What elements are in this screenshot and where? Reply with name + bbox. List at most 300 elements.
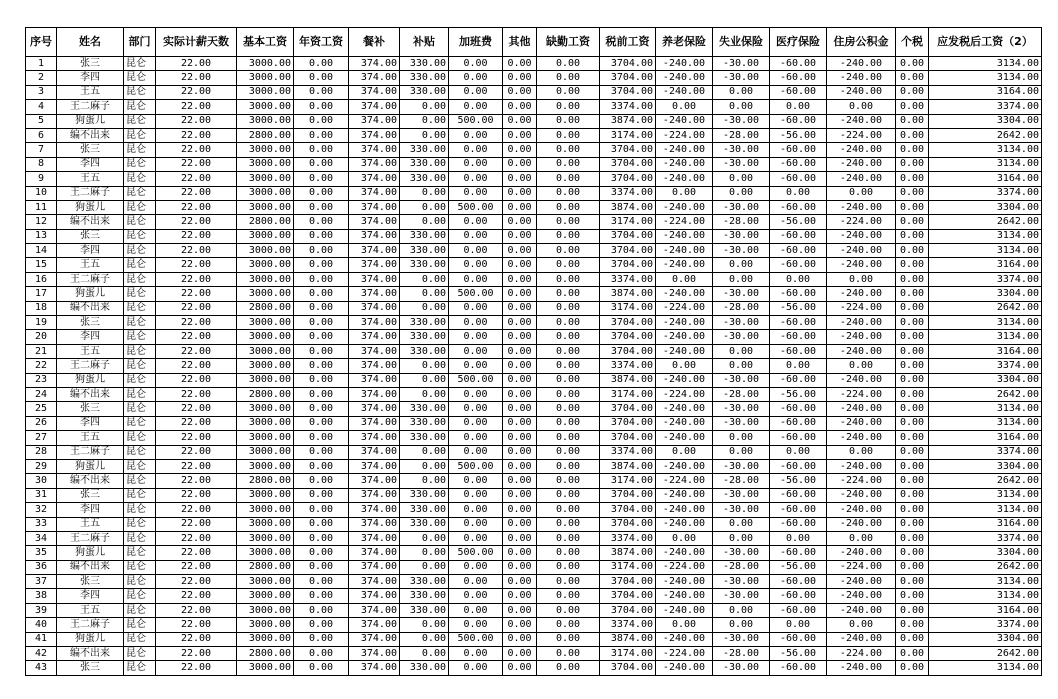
table-cell[interactable]: 0.00 [656,618,713,632]
table-cell[interactable]: 昆仑 [124,575,156,589]
table-cell[interactable]: -240.00 [827,71,896,85]
table-cell[interactable]: 2800.00 [237,215,294,229]
table-cell[interactable]: 374.00 [349,157,400,171]
table-cell[interactable]: 0.00 [449,603,503,617]
table-cell[interactable]: 3304.00 [929,200,1042,214]
table-cell[interactable]: 0.00 [896,287,929,301]
table-cell[interactable]: 昆仑 [124,459,156,473]
table-cell[interactable]: 374.00 [349,272,400,286]
table-cell[interactable]: 0.00 [896,244,929,258]
table-cell[interactable]: 22.00 [156,186,237,200]
table-cell[interactable]: 昆仑 [124,229,156,243]
table-cell[interactable]: 374.00 [349,546,400,560]
table-cell[interactable]: -240.00 [656,316,713,330]
table-cell[interactable]: -240.00 [827,503,896,517]
table-cell[interactable]: 3000.00 [237,402,294,416]
table-cell[interactable]: 3164.00 [929,603,1042,617]
table-cell[interactable]: 2642.00 [929,387,1042,401]
table-cell[interactable]: 0.00 [503,647,537,661]
table-cell[interactable]: 编不出来 [57,215,124,229]
table-cell[interactable]: 3134.00 [929,416,1042,430]
table-cell[interactable]: 0.00 [449,344,503,358]
table-cell[interactable]: 0.00 [896,359,929,373]
table-cell[interactable]: 0.00 [537,330,600,344]
table-cell[interactable]: -240.00 [656,503,713,517]
table-cell[interactable]: 3374.00 [929,618,1042,632]
table-cell[interactable]: 昆仑 [124,488,156,502]
table-cell[interactable]: 17 [26,287,57,301]
table-cell[interactable]: 0.00 [537,85,600,99]
table-cell[interactable]: -240.00 [656,402,713,416]
table-cell[interactable]: 330.00 [400,575,449,589]
table-cell[interactable]: 22.00 [156,503,237,517]
table-cell[interactable]: 3000.00 [237,416,294,430]
table-cell[interactable]: 3704.00 [600,488,656,502]
table-cell[interactable]: 0.00 [656,186,713,200]
table-cell[interactable]: 0.00 [294,661,349,675]
table-cell[interactable]: 3000.00 [237,488,294,502]
table-cell[interactable]: 0.00 [537,244,600,258]
table-cell[interactable]: 3000.00 [237,258,294,272]
table-cell[interactable]: 0.00 [503,387,537,401]
header-other[interactable]: 其他 [503,28,537,57]
table-cell[interactable]: 0.00 [503,186,537,200]
table-cell[interactable]: 3164.00 [929,431,1042,445]
table-cell[interactable]: -224.00 [656,128,713,142]
table-cell[interactable]: 昆仑 [124,416,156,430]
table-cell[interactable]: -30.00 [713,416,770,430]
table-cell[interactable]: 0.00 [896,531,929,545]
table-cell[interactable]: 3704.00 [600,172,656,186]
table-cell[interactable]: 0.00 [294,330,349,344]
table-cell[interactable]: 0.00 [713,272,770,286]
table-cell[interactable]: -240.00 [656,632,713,646]
table-cell[interactable]: 374.00 [349,143,400,157]
table-cell[interactable]: 0.00 [537,186,600,200]
table-cell[interactable]: 张三 [57,57,124,71]
table-cell[interactable]: 0.00 [503,589,537,603]
table-cell[interactable]: 0.00 [449,143,503,157]
table-cell[interactable]: 3374.00 [929,272,1042,286]
table-cell[interactable]: 3704.00 [600,71,656,85]
table-cell[interactable]: 昆仑 [124,114,156,128]
table-cell[interactable]: 3000.00 [237,618,294,632]
table-cell[interactable]: 0.00 [537,200,600,214]
table-cell[interactable]: 0.00 [713,100,770,114]
table-cell[interactable]: 0.00 [294,647,349,661]
table-cell[interactable]: 30 [26,474,57,488]
table-cell[interactable]: 昆仑 [124,603,156,617]
table-cell[interactable]: -56.00 [770,301,827,315]
table-cell[interactable]: 王二麻子 [57,100,124,114]
table-cell[interactable]: 3874.00 [600,200,656,214]
table-cell[interactable]: 0.00 [713,258,770,272]
table-cell[interactable]: -224.00 [656,560,713,574]
table-cell[interactable]: 0.00 [656,531,713,545]
table-cell[interactable]: 3000.00 [237,575,294,589]
table-cell[interactable]: -30.00 [713,71,770,85]
table-cell[interactable]: 0.00 [294,503,349,517]
table-cell[interactable]: 3374.00 [929,186,1042,200]
table-cell[interactable]: 昆仑 [124,647,156,661]
table-cell[interactable]: 昆仑 [124,57,156,71]
table-cell[interactable]: 3000.00 [237,373,294,387]
table-cell[interactable]: 0.00 [896,517,929,531]
table-cell[interactable]: 0.00 [449,85,503,99]
table-cell[interactable]: 昆仑 [124,431,156,445]
table-cell[interactable]: 22.00 [156,632,237,646]
table-cell[interactable]: 374.00 [349,575,400,589]
table-cell[interactable]: 0.00 [503,172,537,186]
table-cell[interactable]: -30.00 [713,157,770,171]
table-cell[interactable]: 22.00 [156,258,237,272]
table-cell[interactable]: 0.00 [713,359,770,373]
table-cell[interactable]: 王二麻子 [57,186,124,200]
table-cell[interactable]: 0.00 [294,560,349,574]
table-cell[interactable]: 2642.00 [929,128,1042,142]
table-cell[interactable]: 374.00 [349,114,400,128]
table-cell[interactable]: 22.00 [156,517,237,531]
table-cell[interactable]: -60.00 [770,459,827,473]
table-cell[interactable]: 22.00 [156,647,237,661]
table-cell[interactable]: 0.00 [896,387,929,401]
table-cell[interactable]: 0.00 [400,373,449,387]
table-cell[interactable]: 0.00 [537,359,600,373]
table-cell[interactable]: 500.00 [449,287,503,301]
table-cell[interactable]: 0.00 [400,459,449,473]
table-cell[interactable]: -60.00 [770,287,827,301]
table-cell[interactable]: -240.00 [827,114,896,128]
table-cell[interactable]: 3134.00 [929,244,1042,258]
table-cell[interactable]: 0.00 [449,272,503,286]
table-cell[interactable]: 昆仑 [124,186,156,200]
table-cell[interactable]: 3704.00 [600,143,656,157]
table-cell[interactable]: 29 [26,459,57,473]
table-cell[interactable]: 2800.00 [237,560,294,574]
table-cell[interactable]: 3000.00 [237,589,294,603]
table-cell[interactable]: -240.00 [827,632,896,646]
table-cell[interactable]: -224.00 [656,647,713,661]
table-cell[interactable]: -240.00 [656,603,713,617]
table-cell[interactable]: 330.00 [400,589,449,603]
table-cell[interactable]: 374.00 [349,229,400,243]
header-meal-allowance[interactable]: 餐补 [349,28,400,57]
table-cell[interactable]: -240.00 [827,143,896,157]
table-cell[interactable]: -240.00 [656,287,713,301]
table-cell[interactable]: 王二麻子 [57,445,124,459]
table-cell[interactable]: 李四 [57,416,124,430]
table-cell[interactable]: 374.00 [349,244,400,258]
table-cell[interactable]: 0.00 [896,445,929,459]
table-cell[interactable]: 0.00 [537,344,600,358]
table-cell[interactable]: -240.00 [827,330,896,344]
table-cell[interactable]: 2800.00 [237,647,294,661]
header-seniority-pay[interactable]: 年资工资 [294,28,349,57]
table-cell[interactable]: 李四 [57,330,124,344]
table-cell[interactable]: 22.00 [156,373,237,387]
table-cell[interactable]: -28.00 [713,560,770,574]
table-cell[interactable]: 330.00 [400,416,449,430]
header-pension[interactable]: 养老保险 [656,28,713,57]
table-cell[interactable]: 22.00 [156,287,237,301]
table-cell[interactable]: 昆仑 [124,316,156,330]
table-cell[interactable]: 24 [26,387,57,401]
table-cell[interactable]: 0.00 [537,316,600,330]
table-cell[interactable]: 22.00 [156,215,237,229]
table-cell[interactable]: 3134.00 [929,157,1042,171]
table-cell[interactable]: -56.00 [770,560,827,574]
table-cell[interactable]: 5 [26,114,57,128]
table-cell[interactable]: 374.00 [349,373,400,387]
table-cell[interactable]: 0.00 [449,157,503,171]
table-cell[interactable]: 22.00 [156,488,237,502]
table-cell[interactable]: 0.00 [537,71,600,85]
table-cell[interactable]: 330.00 [400,85,449,99]
table-cell[interactable]: 374.00 [349,301,400,315]
table-cell[interactable]: -240.00 [656,373,713,387]
table-cell[interactable]: -56.00 [770,215,827,229]
table-cell[interactable]: 0.00 [449,244,503,258]
table-cell[interactable]: 0.00 [294,488,349,502]
table-cell[interactable]: 0.00 [294,474,349,488]
table-cell[interactable]: 3000.00 [237,359,294,373]
table-cell[interactable]: 374.00 [349,661,400,675]
table-cell[interactable]: 3304.00 [929,373,1042,387]
table-cell[interactable]: 37 [26,575,57,589]
table-cell[interactable]: 0.00 [503,445,537,459]
table-cell[interactable]: 0.00 [449,301,503,315]
table-cell[interactable]: 22.00 [156,100,237,114]
table-cell[interactable]: -60.00 [770,402,827,416]
table-cell[interactable]: 3000.00 [237,85,294,99]
table-cell[interactable]: 王五 [57,258,124,272]
table-cell[interactable]: 22.00 [156,560,237,574]
table-cell[interactable]: -28.00 [713,647,770,661]
table-cell[interactable]: 3704.00 [600,57,656,71]
table-cell[interactable]: 0.00 [896,560,929,574]
table-cell[interactable]: 500.00 [449,200,503,214]
table-cell[interactable]: 22.00 [156,301,237,315]
table-cell[interactable]: 0.00 [896,143,929,157]
table-cell[interactable]: -30.00 [713,229,770,243]
table-cell[interactable]: 43 [26,661,57,675]
header-index[interactable]: 序号 [26,28,57,57]
table-cell[interactable]: 编不出来 [57,560,124,574]
table-cell[interactable]: 22.00 [156,603,237,617]
table-cell[interactable]: 374.00 [349,445,400,459]
table-cell[interactable]: 7 [26,143,57,157]
table-cell[interactable]: 0.00 [503,503,537,517]
table-cell[interactable]: 0.00 [896,172,929,186]
table-cell[interactable]: 32 [26,503,57,517]
table-cell[interactable]: 0.00 [537,143,600,157]
table-cell[interactable]: 3134.00 [929,316,1042,330]
table-cell[interactable]: 35 [26,546,57,560]
table-cell[interactable]: 22.00 [156,402,237,416]
table-cell[interactable]: 0.00 [294,85,349,99]
table-cell[interactable]: 0.00 [827,272,896,286]
table-cell[interactable]: 21 [26,344,57,358]
table-cell[interactable]: -60.00 [770,316,827,330]
table-cell[interactable]: 0.00 [503,244,537,258]
table-cell[interactable]: 374.00 [349,603,400,617]
table-cell[interactable]: 0.00 [713,85,770,99]
table-cell[interactable]: 22.00 [156,71,237,85]
header-overtime[interactable]: 加班费 [449,28,503,57]
table-cell[interactable]: 昆仑 [124,618,156,632]
table-cell[interactable]: 0.00 [537,503,600,517]
table-cell[interactable]: -240.00 [827,373,896,387]
table-cell[interactable]: 374.00 [349,589,400,603]
table-cell[interactable]: 编不出来 [57,474,124,488]
table-cell[interactable]: -60.00 [770,157,827,171]
table-cell[interactable]: -240.00 [656,157,713,171]
table-cell[interactable]: 张三 [57,143,124,157]
table-cell[interactable]: 0.00 [503,143,537,157]
table-cell[interactable]: 0.00 [537,387,600,401]
table-cell[interactable]: -30.00 [713,632,770,646]
table-cell[interactable]: 0.00 [537,603,600,617]
table-cell[interactable]: -30.00 [713,546,770,560]
table-cell[interactable]: 0.00 [896,57,929,71]
table-cell[interactable]: 22.00 [156,330,237,344]
table-cell[interactable]: -224.00 [827,128,896,142]
table-cell[interactable]: 3164.00 [929,172,1042,186]
table-cell[interactable]: 0.00 [827,100,896,114]
table-cell[interactable]: -240.00 [656,661,713,675]
table-cell[interactable]: 0.00 [827,531,896,545]
table-cell[interactable]: 0.00 [537,57,600,71]
table-cell[interactable]: 0.00 [449,575,503,589]
table-cell[interactable]: 374.00 [349,387,400,401]
table-cell[interactable]: 374.00 [349,560,400,574]
table-cell[interactable]: 22.00 [156,143,237,157]
table-cell[interactable]: 3374.00 [600,531,656,545]
table-cell[interactable]: -30.00 [713,488,770,502]
table-cell[interactable]: 31 [26,488,57,502]
table-cell[interactable]: -240.00 [827,546,896,560]
table-cell[interactable]: 0.00 [449,402,503,416]
table-cell[interactable]: 22.00 [156,661,237,675]
table-cell[interactable]: 374.00 [349,474,400,488]
table-cell[interactable]: 22.00 [156,114,237,128]
table-cell[interactable]: 0.00 [503,114,537,128]
table-cell[interactable]: 374.00 [349,531,400,545]
table-cell[interactable]: 张三 [57,316,124,330]
table-cell[interactable]: 昆仑 [124,172,156,186]
table-cell[interactable]: 22.00 [156,359,237,373]
table-cell[interactable]: 0.00 [827,618,896,632]
table-cell[interactable]: 374.00 [349,459,400,473]
table-cell[interactable]: 3000.00 [237,143,294,157]
table-cell[interactable]: 0.00 [537,114,600,128]
table-cell[interactable]: -60.00 [770,143,827,157]
table-cell[interactable]: 3174.00 [600,474,656,488]
table-cell[interactable]: 0.00 [449,57,503,71]
table-cell[interactable]: 王五 [57,172,124,186]
table-cell[interactable]: 0.00 [503,661,537,675]
header-net-salary[interactable]: 应发税后工资（2） [929,28,1042,57]
table-cell[interactable]: 狗蛋儿 [57,459,124,473]
table-cell[interactable]: 0.00 [294,359,349,373]
table-cell[interactable]: 0.00 [294,416,349,430]
table-cell[interactable]: 0.00 [713,186,770,200]
table-cell[interactable]: 0.00 [294,618,349,632]
table-cell[interactable]: 3164.00 [929,85,1042,99]
table-cell[interactable]: 0.00 [449,71,503,85]
table-cell[interactable]: -30.00 [713,330,770,344]
table-cell[interactable]: 374.00 [349,215,400,229]
header-medical[interactable]: 医疗保险 [770,28,827,57]
table-cell[interactable]: 28 [26,445,57,459]
table-cell[interactable]: 0.00 [537,215,600,229]
table-cell[interactable]: 3874.00 [600,459,656,473]
table-cell[interactable]: 374.00 [349,344,400,358]
table-cell[interactable]: -60.00 [770,589,827,603]
table-cell[interactable]: -60.00 [770,172,827,186]
table-cell[interactable]: 22.00 [156,316,237,330]
table-cell[interactable]: 0.00 [656,272,713,286]
table-cell[interactable]: 0.00 [770,531,827,545]
table-cell[interactable]: 0.00 [656,359,713,373]
table-cell[interactable]: 374.00 [349,200,400,214]
table-cell[interactable]: 0.00 [537,128,600,142]
table-cell[interactable]: 3000.00 [237,287,294,301]
table-cell[interactable]: 昆仑 [124,661,156,675]
table-cell[interactable]: 36 [26,560,57,574]
table-cell[interactable]: 34 [26,531,57,545]
table-cell[interactable]: 3000.00 [237,459,294,473]
table-cell[interactable]: 3304.00 [929,632,1042,646]
table-cell[interactable]: 0.00 [400,474,449,488]
table-cell[interactable]: -30.00 [713,57,770,71]
table-cell[interactable]: 3704.00 [600,589,656,603]
table-cell[interactable]: 0.00 [449,100,503,114]
table-cell[interactable]: 王五 [57,603,124,617]
table-cell[interactable]: 0.00 [827,359,896,373]
table-cell[interactable]: -60.00 [770,85,827,99]
table-cell[interactable]: 500.00 [449,114,503,128]
table-cell[interactable]: 0.00 [294,517,349,531]
table-cell[interactable]: 0.00 [537,258,600,272]
table-cell[interactable]: 李四 [57,157,124,171]
table-cell[interactable]: 0.00 [770,186,827,200]
table-cell[interactable]: 0.00 [537,431,600,445]
table-cell[interactable]: 昆仑 [124,589,156,603]
table-cell[interactable]: 3704.00 [600,416,656,430]
table-cell[interactable]: 374.00 [349,632,400,646]
table-cell[interactable]: 0.00 [770,445,827,459]
table-cell[interactable]: -240.00 [827,416,896,430]
table-cell[interactable]: -60.00 [770,71,827,85]
table-cell[interactable]: -30.00 [713,200,770,214]
table-cell[interactable]: 22.00 [156,244,237,258]
table-cell[interactable]: 0.00 [503,301,537,315]
table-cell[interactable]: 0.00 [449,128,503,142]
header-pretax-salary[interactable]: 税前工资 [600,28,656,57]
table-cell[interactable]: -240.00 [827,229,896,243]
table-cell[interactable]: 昆仑 [124,359,156,373]
table-cell[interactable]: -240.00 [827,589,896,603]
table-cell[interactable]: 3134.00 [929,488,1042,502]
table-cell[interactable]: 昆仑 [124,200,156,214]
table-cell[interactable]: 0.00 [449,359,503,373]
table-cell[interactable]: 22.00 [156,416,237,430]
table-cell[interactable]: 0.00 [449,229,503,243]
table-cell[interactable]: 0.00 [503,57,537,71]
table-cell[interactable]: 李四 [57,71,124,85]
table-cell[interactable]: 昆仑 [124,71,156,85]
